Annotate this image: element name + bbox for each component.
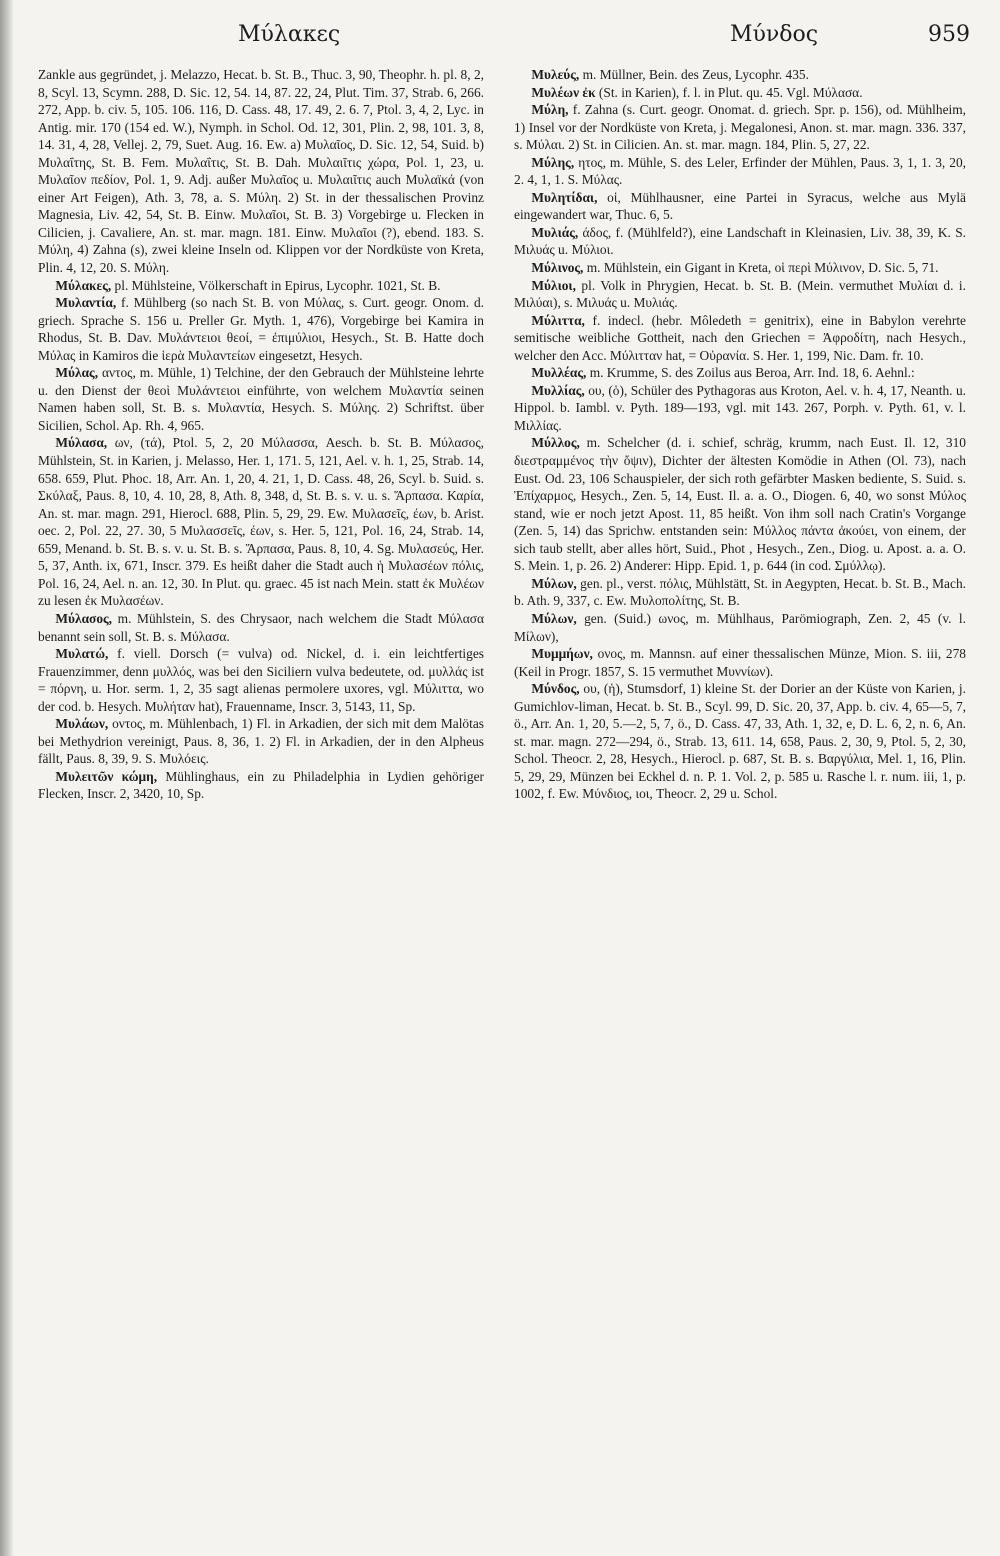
entry-text: m. Schelcher (d. i. schief, schräg, krumm, nach Eust. Il. 12, 310 διεστραμμένος τὴν ὄψιν), Dichter der ältesten Komödie in Athen (Ol. 73), nach Eust. Od. 23, 106 Schauspieler, der sich roth gefärbter Masken bediente, S. Suid. s. Ἐπίχαρμος, Hesych., Zen. 5, 14, Eust. Il. a. a. O., Diogen. 6, 40, wo sonst Μύλος stand, wie er noch jetzt Apost. 11, 85 heißt. Von ihm soll nach Cratin's Vorgange (Zen. 5, 14) das Sprichw. entstanden sein: Μύλλος πάντα ἀκούει, von einem, der sich taub stellt, aber alles hört, Suid., Phot , Hesych., Zen., Diog. u. Apost. a. a. O. S. Mein. 1, p. 26. 2) Anderer: Hipp. Epid. 1, p. 644 (in cod. Σμύλλῳ). — [514, 435, 966, 574]
entry-text: f. viell. Dorsch (= vulva) od. Nickel, d. i. ein leichtfertiges Frauenzimmer, denn μυλλός, was bei den Siciliern vulva bedeutete, od. μυλλάς ist = πόρνη, u. Hor. serm. 1, 2, 35 sagt alienas permolere uxores, vgl. Μύλιττα, wo der cod. b. Hesych. Μυλήταν hat), Frauenname, Inscr. 3, 5143, 11, Sp. — [38, 646, 484, 714]
entry-text: f. Zahna (s. Curt. geogr. Onomat. d. griech. Spr. p. 156), od. Mühlheim, 1) Insel vor der Nordküste von Kreta, j. Megalonesi, Anon. st. mar. magn. 336. 337, s. Μύλαι. 2) St. in Cilicien. An. st. mar. magn. 184, Plin. 5, 27, 22. — [514, 102, 966, 153]
dictionary-entry — [514, 101, 966, 154]
entry-text: m. Mühlstein, ein Gigant in Kreta, οἱ περὶ Μύλινον, D. Sic. 5, 71. — [583, 260, 939, 276]
entry-headword: Μύλων, — [531, 610, 577, 626]
entry-text: pl. Mühlsteine, Völkerschaft in Epirus, Lycophr. 1021, St. B. — [111, 277, 441, 293]
dictionary-entry — [38, 294, 484, 364]
dictionary-entry — [38, 768, 484, 803]
entry-headword: Μυλάων, — [55, 716, 109, 732]
entry-text: αντος, m. Mühle, 1) Telchine, der den Gebrauch der Mühlsteine lehrte u. den Dienst der θεοὶ Μυλάντειοι einführte, von welchem Μυλαντία seinen Namen haben soll, St. B. s. Μυλαντία, Hesych. S. Μύλης. 2) Schriftst. über Sicilien, Schol. Ap. Rh. 4, 965. — [38, 365, 484, 433]
entry-headword: Μύλλος, — [531, 435, 580, 451]
entry-headword: Μύλασος, — [55, 610, 113, 626]
page-header — [0, 20, 1000, 60]
entry-headword: Μύνδος, — [531, 681, 580, 697]
entry-text: ου, (ὁ), Schüler des Pythagoras aus Kroton, Ael. v. h. 4, 17, Neanth. u. Hippol. b. Iambl. v. Pyth. 189—193, vgl. mit 143. 267, Porph. v. Pyth. 61, v. l. Μιλλίας. — [514, 382, 966, 433]
dictionary-entry — [514, 364, 966, 382]
entry-headword: Μυλατώ, — [55, 646, 109, 662]
entry-text: f. Mühlberg (so nach St. B. von Μύλας, s. Curt. geogr. Onom. d. griech. Sprache S. 156 u. Preller Gr. Myth. 1, 476), Vorgebirge bei Kamira in Rhodus, St. B. Dav. Μυλάντειοι θεοί, = ἐπιμύλιοι, Hesych., St. B. Hatte doch Μύλας in Kamiros die ἱερὰ Μυλαντείων eingesetzt, Hesych. — [38, 295, 484, 363]
book-spine-shadow — [0, 0, 14, 1556]
entry-text: ου, (ἡ), Stumsdorf, 1) kleine St. der Dorier an der Küste von Karien, j. Gumichlov-liman, Hecat. b. St. B., Scyl. 99, D. Sic. 20, 37, App. b. civ. 4, 65—5, 7, ö., Arr. An. 1, 20, 5.—2, 5, 7, ö., D. Cass. 47, 33, Ath. 1, 32, e, D. L. 6, 2, n. 6, An. st. mar. magn. 272—294, ö., Strab. 13, 611. 14, 658, Paus. 2, 30, 9, Ptol. 5, 2, 30, Schol. Theocr. 2, 28, Hesych., Hierocl. p. 687, St. B. s. Βαργύλια, Mel. 1, 16, Plin. 5, 29, 29, Münzen bei Eckhel d. n. P. 1. Vol. 2, p. 585 u. Rasche l. r. num. iii, 1, p. 1002, f. Ew. Μύνδιος, ιοι, Theocr. 2, 29 u. Schol. — [514, 681, 966, 802]
page-number: 959 — [928, 22, 970, 47]
entry-headword: Μυλαντία, — [55, 295, 117, 311]
entry-text: άδος, f. (Mühlfeld?), eine Landschaft in Kleinasien, Liv. 38, 39, K. S. Μιλυάς u. Μύλιοι. — [514, 224, 966, 258]
dictionary-entry — [38, 277, 484, 295]
dictionary-entry — [38, 434, 484, 609]
entry-headword: Μύλας, — [55, 365, 99, 381]
entry-headword: Μύλων, — [531, 575, 577, 591]
entry-text: Zankle aus gegründet, j. Melazzo, Hecat. b. St. B., Thuc. 3, 90, Theophr. h. pl. 8, 2, 8, Scyl. 13, Scymn. 288, D. Sic. 12, 54. 14, 87. 22, 24, Plut. Tim. 37, Strab. 6, 266. 272, App. b. civ. 5, 105. 106. 116, D. Cass. 48, 17. 49, 2. 6. 7, Ptol. 3, 4, 2, Lyc. in Antig. mir. 170 (154 ed. W.), Nymph. in Schol. Od. 12, 301, Plin. 2, 98, 101. 3, 8, 14. 31, 4, 28, Vellej. 2, 79, Suet. Aug. 16. Ew. a) Μυλαῖος, D. Sic. 12, 54, Suid. b) Μυλαΐτης, St. B. Fem. Μυλαΐτις, St. B. Dah. Μυλαιῖτις χώρα, Pol. 1, 23, u. Μυλαῖον πεδίον, Pol. 1, 9. Adj. außer Μυλαῖος u. Μυλαιῖτις auch Μυλαϊκά (von einer Art Feigen), Ath. 3, 78, a. S. Μύλη. 2) St. in der thessalischen Provinz Magnesia, Liv. 42, 54, St. B. Einw. Μυλαῖοι, St. B. 3) Vorgebirge u. Flecken in Cilicien, j. Cavaliere, An. st. mar. magn. 181. Einw. Μυλαῖοι (?), ebend. 183. S. Μύλη, 4) Zahna (s), zwei kleine Inseln od. Klippen vor der Nordküste von Kreta, Plin. 4, 12, 20. S. Μύλη. — [38, 67, 484, 276]
dictionary-entry — [514, 224, 966, 259]
entry-headword: Μύλακες, — [55, 277, 112, 293]
dictionary-entry — [38, 364, 484, 434]
entry-text: m. Mühlstein, S. des Chrysaor, nach welchem die Stadt Μύλασα benannt sein soll, St. B. s. Μύλασα. — [38, 610, 484, 644]
dictionary-entry — [514, 645, 966, 680]
dictionary-entry — [38, 610, 484, 645]
entry-text: f. indecl. (hebr. Môledeth = genitrix), eine in Babylon verehrte semitische weibliche Gottheit, nach den Griechen = Ἀφροδίτη, nach Hesych., welcher den Acc. Μύλιτταν hat, = Οὐρανία. S. Her. 1, 199, Nic. Dam. fr. 10. — [514, 312, 966, 363]
entry-text: ων, (τά), Ptol. 5, 2, 20 Μύλασσα, Aesch. b. St. B. Μύλασος, Mühlstein, St. in Karien, j. Melasso, Her. 1, 171. 5, 121, Ael. v. h. 1, 25, Strab. 14, 658. 659, Plut. Phoc. 18, Arr. An. 1, 20, 4. 21, 1, D. Cass. 48, 26, Scyl. b. Suid. s. Σκύλαξ, Paus. 8, 10, 4. 10, 28, 8, Ath. 8, 348, d, St. B. s. v. u. s. Ἅρπασα. Καρία, An. st. mar. magn. 291, Hierocl. 688, Plin. 5, 29, 29. Ew. Μυλασεῖς, έων, b. Arist. oec. 2, Pol. 22, 27. 30, 5 Μυλασσεῖς, έων, s. Her. 5, 121, Pol. 16, 24, Strab. 14, 659, Menand. b. St. B. s. v. u. St. B. s. Ἅρπασα, Paus. 8, 10, 4. Sg. Μυλασεύς, Her. 5, 37, Anth. ix, 671, Inscr. 379. Es heißt daher die Stadt auch ἡ Μυλασέων πόλις, Pol. 16, 24, Ael. n. an. 12, 30. In Plut. qu. graec. 45 ist nach Mein. statt ἐκ Μυλέων zu lesen ἐκ Μυλασέων. — [38, 435, 484, 609]
entry-headword: Μύλινος, — [531, 260, 584, 276]
entry-headword: Μύλη, — [531, 102, 569, 118]
entry-headword: Μύλασα, — [55, 435, 108, 451]
entry-headword: Μύλιοι, — [531, 277, 576, 293]
dictionary-entry — [514, 680, 966, 803]
dictionary-entry — [514, 154, 966, 189]
dictionary-entry — [514, 84, 966, 102]
dictionary-entry — [514, 382, 966, 435]
entry-headword: Μυλέων ἐκ — [531, 84, 596, 100]
dictionary-entry — [514, 66, 966, 84]
entry-text: gen. (Suid.) ωνος, m. Mühlhaus, Parömiograph, Zen. 2, 45 (v. l. Μίλων), — [514, 610, 966, 644]
entry-text: (St. in Karien), f. l. in Plut. qu. 45. Vgl. Μύλασα. — [595, 84, 863, 100]
entry-text: ητος, m. Mühle, S. des Leler, Erfinder der Mühlen, Paus. 3, 1, 1. 3, 20, 2. 4, 1, 1. S. Μύλας. — [514, 154, 966, 188]
entry-headword: Μύλης, — [531, 154, 575, 170]
entry-headword: Μύλιττα, — [531, 312, 585, 328]
entry-text: οντος, m. Mühlenbach, 1) Fl. in Arkadien, der sich mit dem Malötas bei Methydrion vereinigt, Paus. 8, 36, 1. 2) Fl. in Arkadien, der in den Alpheus fällt, Paus. 8, 39, 9. S. Μυλόεις. — [38, 716, 484, 767]
dictionary-entry — [514, 434, 966, 574]
entry-text: gen. pl., verst. πόλις, Mühlstätt, St. in Aegypten, Hecat. b. St. B., Mach. b. Ath. 9, 337, c. Ew. Μυλοπολίτης, St. B. — [514, 575, 966, 609]
dictionary-entry — [514, 312, 966, 365]
entry-headword: Μυλλέας, — [531, 365, 587, 381]
dictionary-entry — [38, 645, 484, 715]
dictionary-entry — [514, 575, 966, 610]
dictionary-entry — [514, 610, 966, 645]
right-guide-word: Μύνδος — [730, 22, 819, 47]
entry-headword: Μυλεύς, — [531, 67, 580, 82]
entry-headword: Μυμμήων, — [531, 646, 593, 662]
dictionary-entry — [514, 189, 966, 224]
left-column — [38, 66, 484, 803]
entry-headword: Μυλητίδαι, — [531, 189, 598, 205]
entry-headword: Μυλειτῶν κώμη, — [55, 768, 158, 784]
dictionary-entry — [514, 259, 966, 277]
dictionary-entry — [514, 277, 966, 312]
right-column — [514, 66, 966, 803]
entry-text: Mühlinghaus, ein zu Philadelphia in Lydien gehöriger Flecken, Inscr. 2, 3420, 10, Sp. — [38, 768, 484, 802]
left-guide-word: Μύλακες — [238, 22, 341, 47]
entry-headword: Μυλιάς, — [531, 224, 579, 240]
dictionary-entry — [38, 715, 484, 768]
entry-text: ονος, m. Mannsn. auf einer thessalischen Münze, Mion. S. iii, 278 (Keil in Progr. 1857, S. 15 vermuthet Μυννίων). — [514, 646, 966, 679]
entry-text: pl. Volk in Phrygien, Hecat. b. St. B. (Mein. vermuthet Μυλίαι d. i. Μιλύαι), s. Μιλυάς u. Μυλιάς. — [514, 277, 966, 311]
entry-text: m. Müllner, Bein. des Zeus, Lycophr. 435. — [579, 67, 809, 82]
entry-text: οἱ, Mühlhausner, eine Partei in Syracus, welche aus Mylä eingewandert war, Thuc. 6, 5. — [514, 189, 966, 223]
entry-text: m. Krumme, S. des Zoilus aus Beroa, Arr. Ind. 18, 6. Aehnl.: — [586, 365, 915, 381]
entry-headword: Μυλλίας, — [531, 382, 585, 398]
dictionary-entry — [38, 66, 484, 277]
